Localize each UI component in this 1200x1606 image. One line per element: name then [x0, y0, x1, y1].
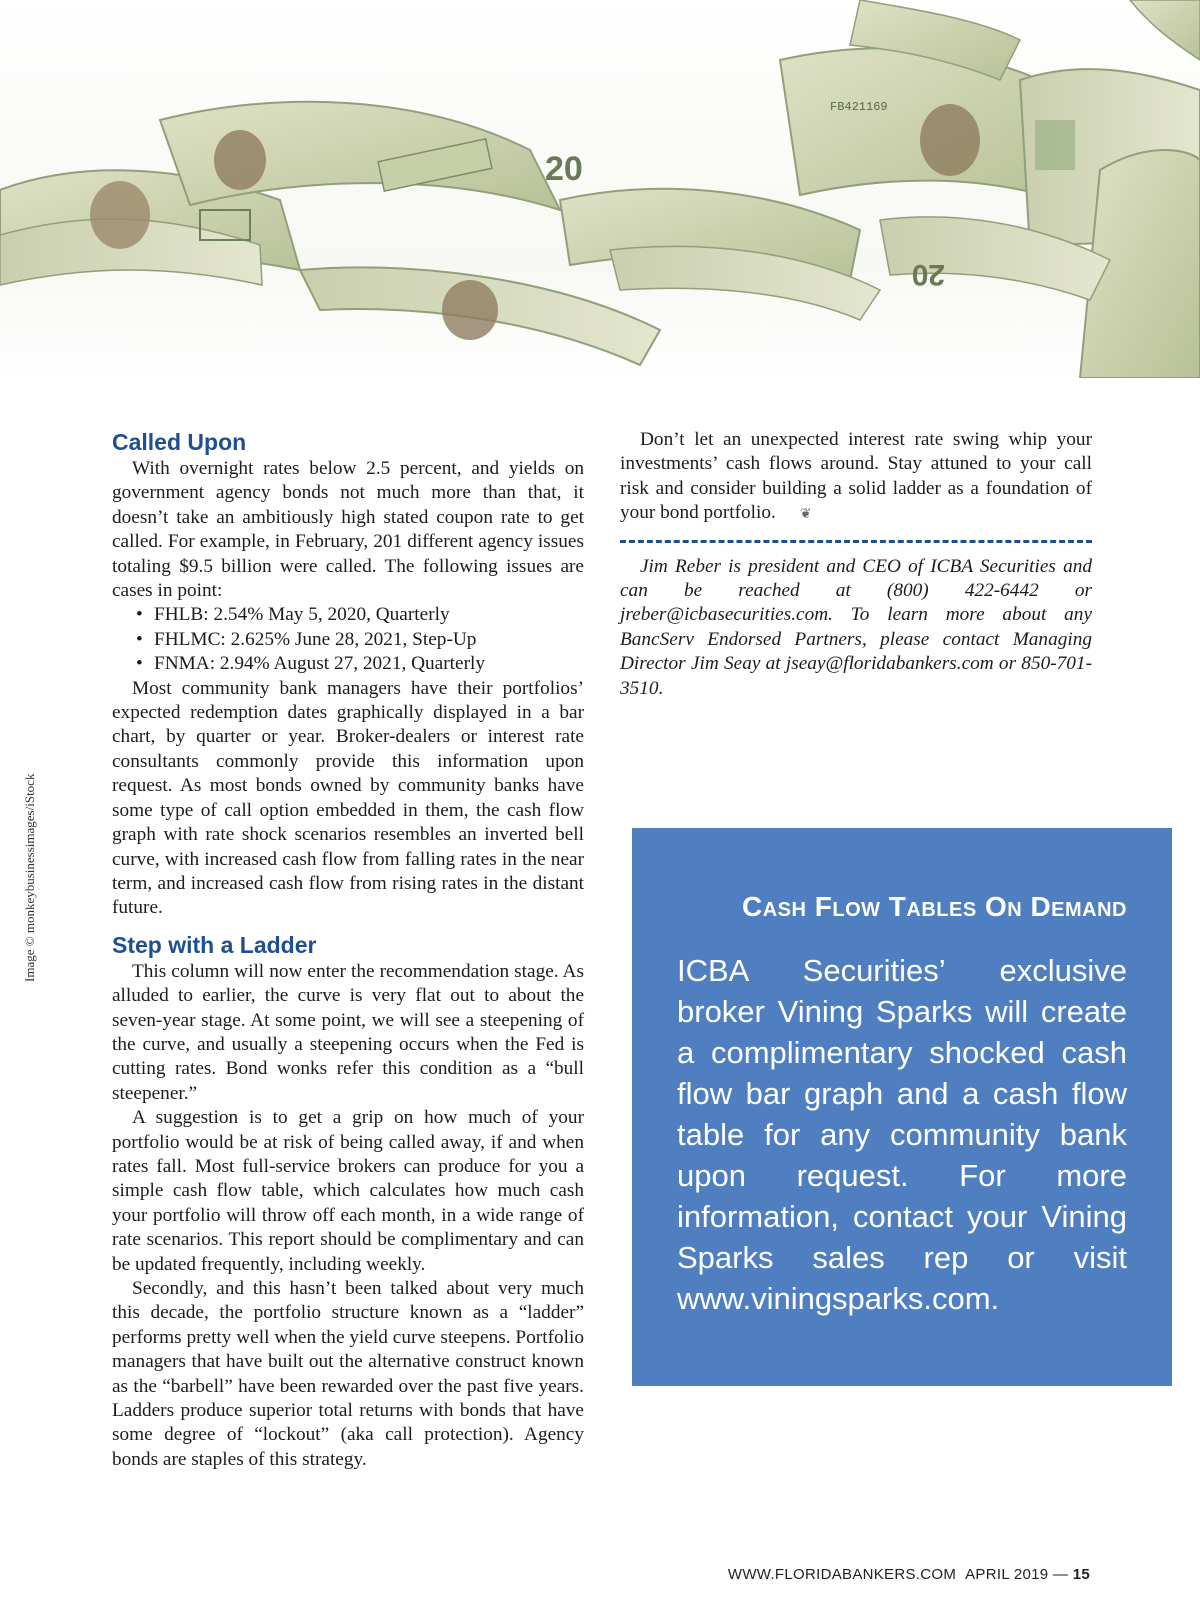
- photo-credit: Image © monkeybusinessimages/iStock: [22, 773, 37, 982]
- paragraph: A suggestion is to get a grip on how much of your portfolio would be at risk of being called away, if and when rates fall. Most full-service brokers can produce for you a simple cash flow table, which calculates how much cash your portfolio will throw off each month, in a wide range of rate scenarios. This report should be complimentary and can be updated frequently, including weekly.: [112, 1107, 584, 1275]
- footer-site: WWW.FLORIDABANKERS.COM: [727, 1566, 957, 1583]
- author-bio-text: Jim Reber is president and CEO of ICBA Securities and can be reached at (800) 422-6442 or jreber@icbasecurities.com. To learn more about any BancServ Endorsed Partners, please contact Managing Director Jim Seay at jseay@floridabankers.com or 850-701-3510.: [620, 555, 1092, 699]
- paragraph: Secondly, and this hasn’t been talked about very much this decade, the portfolio structure known as a “ladder” performs pretty well when the yield curve steepens. Portfolio managers that have built out the alternative construct known as the “barbell” have been rewarded over the past five years. Ladders produce superior total returns with bonds that have some degree of “lockout” (aka call protection). Agency bonds are staples of this strategy.: [112, 1278, 584, 1470]
- dashed-divider: [620, 540, 1092, 543]
- page-footer: [728, 1566, 1090, 1583]
- list-item-text: FHLB: 2.54% May 5, 2020, Quarterly: [154, 604, 450, 626]
- bullet-icon: •: [136, 653, 143, 675]
- callout-title: Cash Flow Tables On Demand: [742, 891, 1127, 922]
- list-item: [136, 628, 584, 652]
- callout-box: [632, 828, 1172, 1386]
- footer-separator: —: [1052, 1566, 1069, 1583]
- left-column: [112, 428, 584, 1472]
- closing-text: Don’t let an unexpected interest rate swing whip your investments’ cash flows around. Stay attuned to your call risk and consider building a solid ladder as a foundation of your bond portfolio.: [620, 429, 1092, 524]
- footer-issue: APRIL 2019: [965, 1566, 1049, 1583]
- svg-text:FB421169: FB421169: [830, 100, 888, 114]
- svg-text:20: 20: [911, 258, 945, 291]
- svg-text:20: 20: [545, 150, 583, 188]
- heading-called-upon: Called Upon: [112, 429, 247, 455]
- bond-issue-list: [112, 603, 584, 676]
- bullet-icon: •: [136, 628, 143, 650]
- closing-paragraph: [620, 428, 1092, 528]
- falling-bills-illustration: [0, 0, 1200, 378]
- author-bio: [620, 555, 1092, 701]
- callout-body: ICBA Securities’ exclusive broker Vining Sparks will create a complimentary shocked cash flow bar graph and a cash flow table for any community bank upon request. For more information, contact your Vining Sparks sales rep or visit www.viningsparks.com.: [677, 953, 1127, 1316]
- list-item: [136, 652, 584, 676]
- list-item: [136, 603, 584, 627]
- paragraph: Most community bank managers have their portfolios’ expected redemption dates graphically displayed in a bar chart, by quarter or year. Broker-dealers or interest rate consultants commonly provide this information upon request. As most bonds owned by community banks have some type of call option embedded in them, the cash flow graph with rate shock scenarios resembles an inverted bell curve, with increased cash flow from falling rates in the near term, and increased cash flow from rising rates in the distant future.: [112, 677, 584, 919]
- bullet-icon: •: [136, 604, 143, 626]
- paragraph: This column will now enter the recommendation stage. As alluded to earlier, the curve is very flat out to about the seven-year stage. At some point, we will see a steepening of the curve, and usually a steepening occurs when the Fed is cutting rates. Bond wonks refer this condition as a “bull steepener.”: [112, 960, 584, 1104]
- page-number: 15: [1072, 1566, 1090, 1583]
- list-item-text: FNMA: 2.94% August 27, 2021, Quarterly: [154, 653, 485, 675]
- right-column: [620, 428, 1092, 701]
- paragraph: With overnight rates below 2.5 percent, and yields on government agency bonds not much more than that, it doesn’t take an ambitiously high stated coupon rate to get called. For example, in February, 201 different agency issues totaling $9.5 billion were called. The following issues are cases in point:: [112, 458, 584, 602]
- list-item-text: FHLMC: 2.625% June 28, 2021, Step-Up: [154, 628, 477, 650]
- end-mark-icon: ❦: [799, 507, 812, 523]
- heading-step-with-a-ladder: Step with a Ladder: [112, 931, 317, 958]
- hero-money-image: [0, 0, 1200, 378]
